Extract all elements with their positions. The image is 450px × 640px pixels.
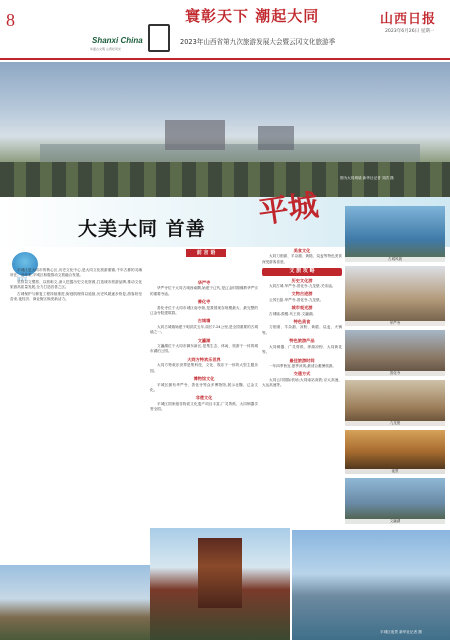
- logo-sub: 华夏古文明 山西好风光: [90, 47, 121, 51]
- subheading: 华严寺: [197, 280, 211, 285]
- subheading: 历史文化游: [291, 277, 313, 283]
- slogan: 寰彰天下 潮起大同: [185, 7, 320, 25]
- paragraph: 平城区拥有华严寺、善化寺等众多博物馆,展示北魏、辽金文化。: [150, 382, 258, 392]
- newspaper-name: 山西日报: [380, 12, 437, 27]
- article-column-1: [10, 268, 142, 610]
- photo-caption: 华严寺: [345, 321, 445, 326]
- subheading: 最佳旅游时间: [289, 357, 315, 363]
- corner-tower: [258, 126, 294, 150]
- paragraph: 坚持以文塑旅、以旅彰文,深入挖掘历史文化资源,打造城市旅游品牌,推动文化旅游高质量发展,全力打造首善之区。: [10, 279, 142, 290]
- photo-caption: 九龙壁: [345, 421, 445, 426]
- photo-shanhua-temple: [345, 330, 445, 376]
- page-number: 8: [6, 10, 15, 30]
- paragraph: 一年四季皆宜,夏季凉爽,最适合避暑旅游。: [269, 363, 336, 368]
- subheading: 善化寺: [197, 299, 211, 305]
- page-title: 大美大同 首善: [78, 218, 206, 240]
- bottom-caption: 平城区夜景 新华社记者 摄: [380, 630, 422, 634]
- paragraph: 云冈石窟-华严寺-善化寺-九龙壁。: [269, 297, 324, 302]
- paragraph: 华严寺位于大同古城西南隅,始建于辽代,是辽金时期佛教华严宗的重要寺庙。: [150, 286, 258, 296]
- subheading: 特色美食: [293, 319, 311, 325]
- photo-lake: [345, 478, 445, 524]
- paragraph: 大同刀削面、羊杂割、黄糕、烧麦等特色美食深受游客喜爱。: [262, 254, 342, 264]
- subheading: 文物古迹游: [291, 291, 313, 297]
- subheading: 交通方式: [293, 371, 311, 377]
- paragraph: 大同古城-华严寺-善化寺-九龙壁-关帝庙。: [269, 284, 336, 289]
- photo-night-view: [345, 430, 445, 474]
- gate-icon: [148, 24, 170, 52]
- logo-text: Shanxi China: [92, 36, 143, 45]
- photo-pagoda: [150, 528, 290, 640]
- date: 2023年6月26日 星期一: [385, 29, 435, 34]
- section-title: 前 言 语: [186, 249, 226, 257]
- paragraph: 平城区国家级非物质文化遗产项目丰富,广灵剪纸、大同铜器享誉全国。: [150, 401, 258, 412]
- paragraph: 文瀛湖位于大同市御东新区,是集生态、休闲、旅游于一体的城市湖泊公园。: [150, 344, 258, 354]
- paragraph: 大同古城墙始建于明洪武五年,周长7.24公里,是全国重要的古城墙之一。: [150, 324, 258, 335]
- paragraph: 大同方特欢乐世界是集科技、文化、娱乐于一体的大型主题乐园。: [150, 363, 258, 373]
- subheading: 城市观光游: [291, 305, 313, 311]
- page-title-emphasis: 平城: [256, 187, 321, 231]
- subheading: 文瀛湖: [197, 337, 211, 343]
- subtitle: 2023年山西省第九次旅游发展大会暨云冈文化旅游季: [180, 38, 336, 46]
- photo-caption: 善化寺: [345, 371, 445, 376]
- photo-caption: 古城风貌: [345, 257, 445, 262]
- paragraph: 善化寺位于大同市城区南寺街,是我国现存规模最大、最完整的辽金寺院建筑群。: [150, 305, 258, 316]
- photo-caption: 文瀛湖: [345, 519, 445, 524]
- gate-tower: [165, 120, 225, 150]
- subheading: 美食文化: [293, 248, 311, 253]
- subheading: 博物馆文化: [193, 376, 215, 382]
- shanxi-china-logo: [84, 22, 144, 52]
- photo-bottom-left: [0, 565, 150, 640]
- paragraph: 古城保护与修复工程持续推进,街巷肌理得以延续,历史风貌逐步恢复,游客纷至沓来,夜经济、商业街区焕发新活力。: [10, 291, 142, 302]
- subheading: 古城墙: [197, 318, 211, 324]
- hero-caption: 图为大同城墙 新华社记者 刘洪 摄: [340, 176, 394, 180]
- paragraph: 大同云冈国际机场;大同南站高铁;京大高速、大运高速等。: [262, 377, 342, 388]
- paragraph: 刀削面、羊杂割、凉粉、黄糕、烧麦、火锅等。: [262, 325, 342, 335]
- photo-huayan-temple: [345, 266, 445, 326]
- pagoda: [198, 538, 242, 608]
- subheading: 大同方特欢乐世界: [187, 356, 221, 362]
- subheading: 特色旅游产品: [289, 338, 315, 344]
- paragraph: 古城墙-鼓楼-代王府-文瀛湖。: [269, 311, 317, 316]
- photo-old-town: [345, 206, 445, 262]
- paragraph: 平城区是大同市的核心区,历史文化中心,是大同文化旅游重镇,千年古都的灵魂所在。近年来,平城区积极推动文旅融合发展。: [10, 268, 142, 278]
- paragraph: 大同铜器、广灵剪纸、浑源凉粉、大同黄花等。: [262, 344, 342, 355]
- subheading: 非遗文化: [195, 395, 213, 401]
- photo-bottom-right: [292, 530, 450, 640]
- photo-caption: 夜景: [345, 469, 445, 474]
- section-banner: 文 旅 攻 略: [262, 268, 342, 275]
- photo-nine-dragon-wall: [345, 380, 445, 426]
- mascot-label: 同宝宝: [17, 277, 28, 281]
- article-column-3: [262, 246, 342, 564]
- divider: [0, 58, 450, 60]
